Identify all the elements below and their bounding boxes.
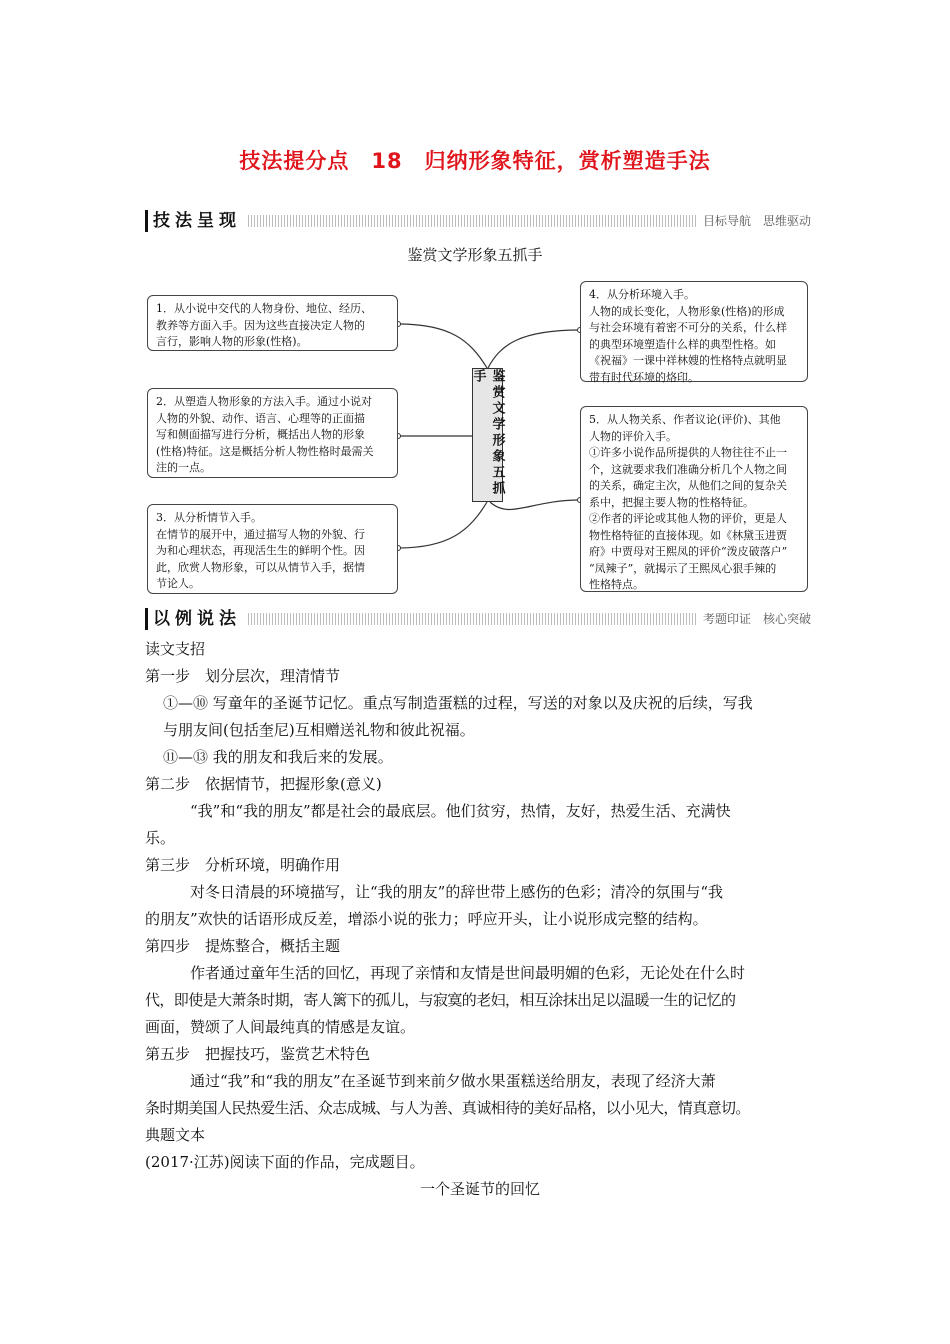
page-title: 技法提分点 18 归纳形象特征，赏析塑造手法 (239, 149, 711, 173)
step-heading: 第一步 划分层次，理清情节 (145, 667, 341, 685)
section-subtitle: 考题印证 核心突破 (697, 610, 811, 628)
section-label: 技法呈现 (145, 210, 247, 232)
box-line: 1．从小说中交代的人物身份、地位、经历、 (156, 302, 372, 315)
paragraph-line: 作者通过童年生活的回忆，再现了亲情和友情是世间最明媚的色彩，无论处在什么时 (190, 964, 746, 982)
mindmap-box-2 (147, 388, 398, 478)
box-line: ②作者的评论或其他人物的评价，更是人 (589, 512, 787, 525)
box-line: 物性格特征的直接体现。如《林黛玉进贾 (589, 528, 787, 542)
box-line: 的关系，确定主次，从他们之间的复杂关 (589, 479, 787, 492)
subheading: 读文支招 (145, 640, 206, 658)
paragraph-line: 通过“我”和“我的朋友”在圣诞节到来前夕做水果蛋糕送给朋友，表现了经济大萧 (190, 1072, 716, 1090)
box-line: 在情节的展开中，通过描写人物的外貌、行 (156, 527, 365, 541)
box-line: 个，这就要求我们准确分析几个人物之间 (589, 462, 787, 476)
paragraph-line: 对冬日清晨的环境描写，让“我的朋友”的辞世带上感伤的色彩；清冷的氛围与“我 (190, 883, 724, 901)
paragraph-line: 代，即使是大萧条时期，寄人篱下的孤儿，与寂寞的老妇，相互涂抹出足以温暖一生的记忆的 (145, 991, 736, 1009)
box-line: 3．从分析情节入手。 (156, 511, 262, 524)
mindmap-center: 鉴赏文学形象五抓手 (472, 368, 503, 502)
paragraph-line: 与朋友间(包括奎尼)互相赠送礼物和彼此祝福。 (163, 721, 475, 739)
box-line: “凤辣子”，就揭示了王熙凤心狠手辣的 (589, 561, 777, 575)
step-heading: 第三步 分析环境，明确作用 (145, 856, 341, 874)
mindmap-box-5 (580, 406, 808, 592)
box-line: ①许多小说作品所提供的人物往往不止一 (589, 446, 787, 459)
box-line: 的典型环境塑造什么样的典型性格。如 (589, 337, 776, 351)
section-label: 以例说法 (145, 608, 247, 630)
box-line: 人物的评价入手。 (589, 429, 677, 443)
box-line: 府》中贾母对王熙凤的评价“泼皮破落户” (589, 545, 788, 558)
body-text (145, 636, 815, 1203)
box-line: 性格特点。 (589, 578, 644, 591)
mindmap-box-1 (147, 295, 398, 351)
paragraph-line: (2017·江苏)阅读下面的作品，完成题目。 (145, 1153, 425, 1171)
box-line: 为和心理状态，再现活生生的鲜明个性。因 (156, 544, 365, 557)
paragraph-line: 乐。 (145, 829, 176, 847)
box-line: 与社会环境有着密不可分的关系，什么样 (589, 321, 787, 334)
box-line: 2．从塑造人物形象的方法入手。通过小说对 (156, 395, 372, 408)
box-line: 节论人。 (156, 577, 200, 590)
paragraph-line: “我”和“我的朋友”都是社会的最底层。他们贫穷，热情，友好，热爱生活、充满快 (190, 802, 731, 820)
box-line: 人物的外貌、动作、语言、心理等的正面描 (156, 411, 365, 425)
box-line: 5．从人物关系、作者议论(评价)、其他 (589, 413, 781, 426)
mindmap-box-4 (580, 281, 808, 382)
subheading: 典题文本 (145, 1126, 206, 1144)
box-line: 带有时代环境的烙印。 (589, 370, 699, 384)
box-line: 《祝福》一课中祥林嫂的性格特点就明显 (589, 354, 787, 367)
paragraph-line: ①—⑩ 写童年的圣诞节记忆。重点写制造蛋糕的过程，写送的对象以及庆祝的后续，写我 (163, 694, 753, 712)
step-heading: 第五步 把握技巧，鉴赏艺术特色 (145, 1045, 371, 1063)
paragraph-line: ⑪—⑬ 我的朋友和我后来的发展。 (163, 748, 393, 766)
section-header-2 (145, 608, 811, 630)
box-line: 言行，影响人物的形象(性格)。 (156, 335, 308, 348)
box-line: 此，欣赏人物形象，可以从情节入手，据情 (156, 560, 365, 574)
box-line: (性格)特征。这是概括分析人物性格时最需关 (156, 444, 374, 458)
box-line: 人物的成长变化，人物形象(性格)的形成 (589, 304, 785, 318)
box-line: 4．从分析环境入手。 (589, 288, 695, 301)
box-line: 教养等方面入手。因为这些直接决定人物的 (156, 318, 365, 332)
mindmap-title: 鉴赏文学形象五抓手 (407, 246, 543, 264)
mindmap-box-3 (147, 504, 398, 594)
paragraph-line: 画面，赞颂了人间最纯真的情感是友谊。 (145, 1018, 416, 1036)
paragraph-line: 的朋友”欢快的话语形成反差，增添小说的张力；呼应开头，让小说形成完整的结构。 (145, 910, 708, 928)
step-heading: 第二步 依据情节，把握形象(意义) (145, 775, 382, 793)
step-heading: 第四步 提炼整合，概括主题 (145, 937, 341, 955)
box-line: 注的一点。 (156, 461, 211, 474)
section-subtitle: 目标导航 思维驱动 (697, 212, 811, 230)
article-title: 一个圣诞节的回忆 (419, 1180, 540, 1198)
box-line: 系中，把握主要人物的性格特征。 (589, 495, 754, 509)
paragraph-line: 条时期美国人民热爱生活、众志成城、与人为善、真诚相待的美好品格，以小见大，情真意切。 (145, 1099, 750, 1117)
box-line: 写和侧面描写进行分析，概括出人物的形象 (156, 428, 365, 441)
